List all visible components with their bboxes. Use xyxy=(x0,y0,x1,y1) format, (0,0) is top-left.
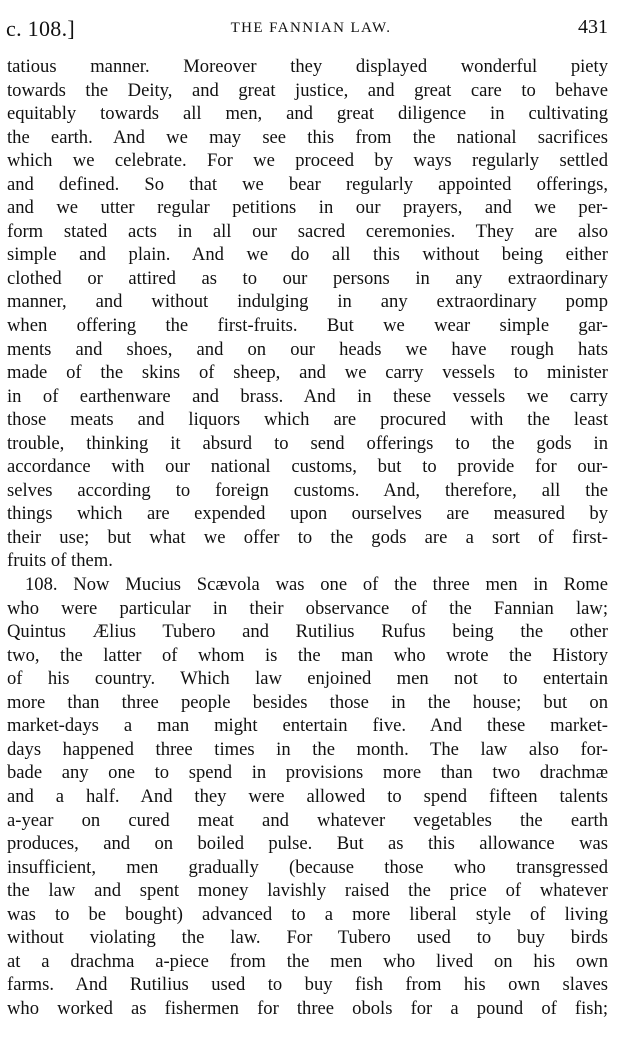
text-line: ments and shoes, and on our heads we have rough hats xyxy=(7,338,608,360)
text-line: which we celebrate. For we proceed by ways regularly settled xyxy=(7,150,608,172)
running-header xyxy=(4,6,608,42)
text-line: of his country. Which law enjoined men not to entertain xyxy=(7,668,608,690)
text-line: fruits of them. xyxy=(7,550,113,572)
text-line: market-days a man might entertain five. And these market- xyxy=(7,715,608,737)
text-line: things which are expended upon ourselves are measured by xyxy=(7,503,608,525)
text-line: and a half. And they were allowed to spend fifteen talents xyxy=(7,785,608,807)
text-line: at a drachma a-piece from the men who lived on his own xyxy=(7,950,608,972)
text-line: made of the skins of sheep, and we carry vessels to minister xyxy=(7,362,608,384)
text-line: simple and plain. And we do all this without being either xyxy=(7,244,608,266)
text-line: tatious manner. Moreover they displayed wonderful piety xyxy=(7,56,608,77)
text-line: accordance with our national customs, but to provide for our- xyxy=(7,456,608,478)
text-line: clothed or attired as to our persons in any extraordinary xyxy=(7,267,608,289)
text-line: and we utter regular petitions in our prayers, and we per- xyxy=(7,197,608,219)
text-line: who were particular in their observance of the Fannian law; xyxy=(7,597,608,619)
text-line: form stated acts in all our sacred ceremonies. They are also xyxy=(7,220,608,242)
paragraph-start-line: 108. Now Mucius Scævola was one of the three men in Rome xyxy=(25,574,608,596)
body-text xyxy=(7,55,608,1020)
text-line: their use; but what we offer to the gods are a sort of first- xyxy=(7,526,608,548)
text-line: the earth. And we may see this from the national sacrifices xyxy=(7,126,608,148)
text-line: who worked as fishermen for three obols for a pound of fish; xyxy=(7,997,608,1019)
text-line: trouble, thinking it absurd to send offerings to the gods in xyxy=(7,432,608,454)
text-line: was to be bought) advanced to a more liberal style of living xyxy=(7,903,608,925)
text-line: manner, and without indulging in any extraordinary pomp xyxy=(7,291,608,313)
text-line: the law and spent money lavishly raised the price of whatever xyxy=(7,880,608,902)
section-reference: c. 108.] xyxy=(6,16,75,41)
text-line: equitably towards all men, and great diligence in cultivating xyxy=(7,103,608,125)
text-line: and defined. So that we bear regularly appointed offerings, xyxy=(7,173,608,195)
text-line: without violating the law. For Tubero used to buy birds xyxy=(7,927,608,949)
running-title: THE FANNIAN LAW. xyxy=(230,20,392,36)
text-line: those meats and liquors which are procured with the least xyxy=(7,409,608,431)
text-line: bade any one to spend in provisions more than two drachmæ xyxy=(7,762,608,784)
text-line: days happened three times in the month. The law also for- xyxy=(7,738,608,760)
text-line: Quintus Ælius Tubero and Rutilius Rufus being the other xyxy=(7,621,608,643)
text-line: farms. And Rutilius used to buy fish from his own slaves xyxy=(7,974,608,996)
page-number: 431 xyxy=(578,16,608,38)
text-line: produces, and on boiled pulse. But as this allowance was xyxy=(7,833,608,855)
text-line: in of earthenware and brass. And in these vessels we carry xyxy=(7,385,608,407)
text-line: a-year on cured meat and whatever vegetables the earth xyxy=(7,809,608,831)
text-line: more than three people besides those in the house; but on xyxy=(7,691,608,713)
text-line: two, the latter of whom is the man who wrote the History xyxy=(7,644,608,666)
text-line: selves according to foreign customs. And, therefore, all the xyxy=(7,479,608,501)
text-line: towards the Deity, and great justice, and great care to behave xyxy=(7,79,608,101)
text-line: when offering the first-fruits. But we wear simple gar- xyxy=(7,315,608,337)
text-line: insufficient, men gradually (because those who transgressed xyxy=(7,856,608,878)
